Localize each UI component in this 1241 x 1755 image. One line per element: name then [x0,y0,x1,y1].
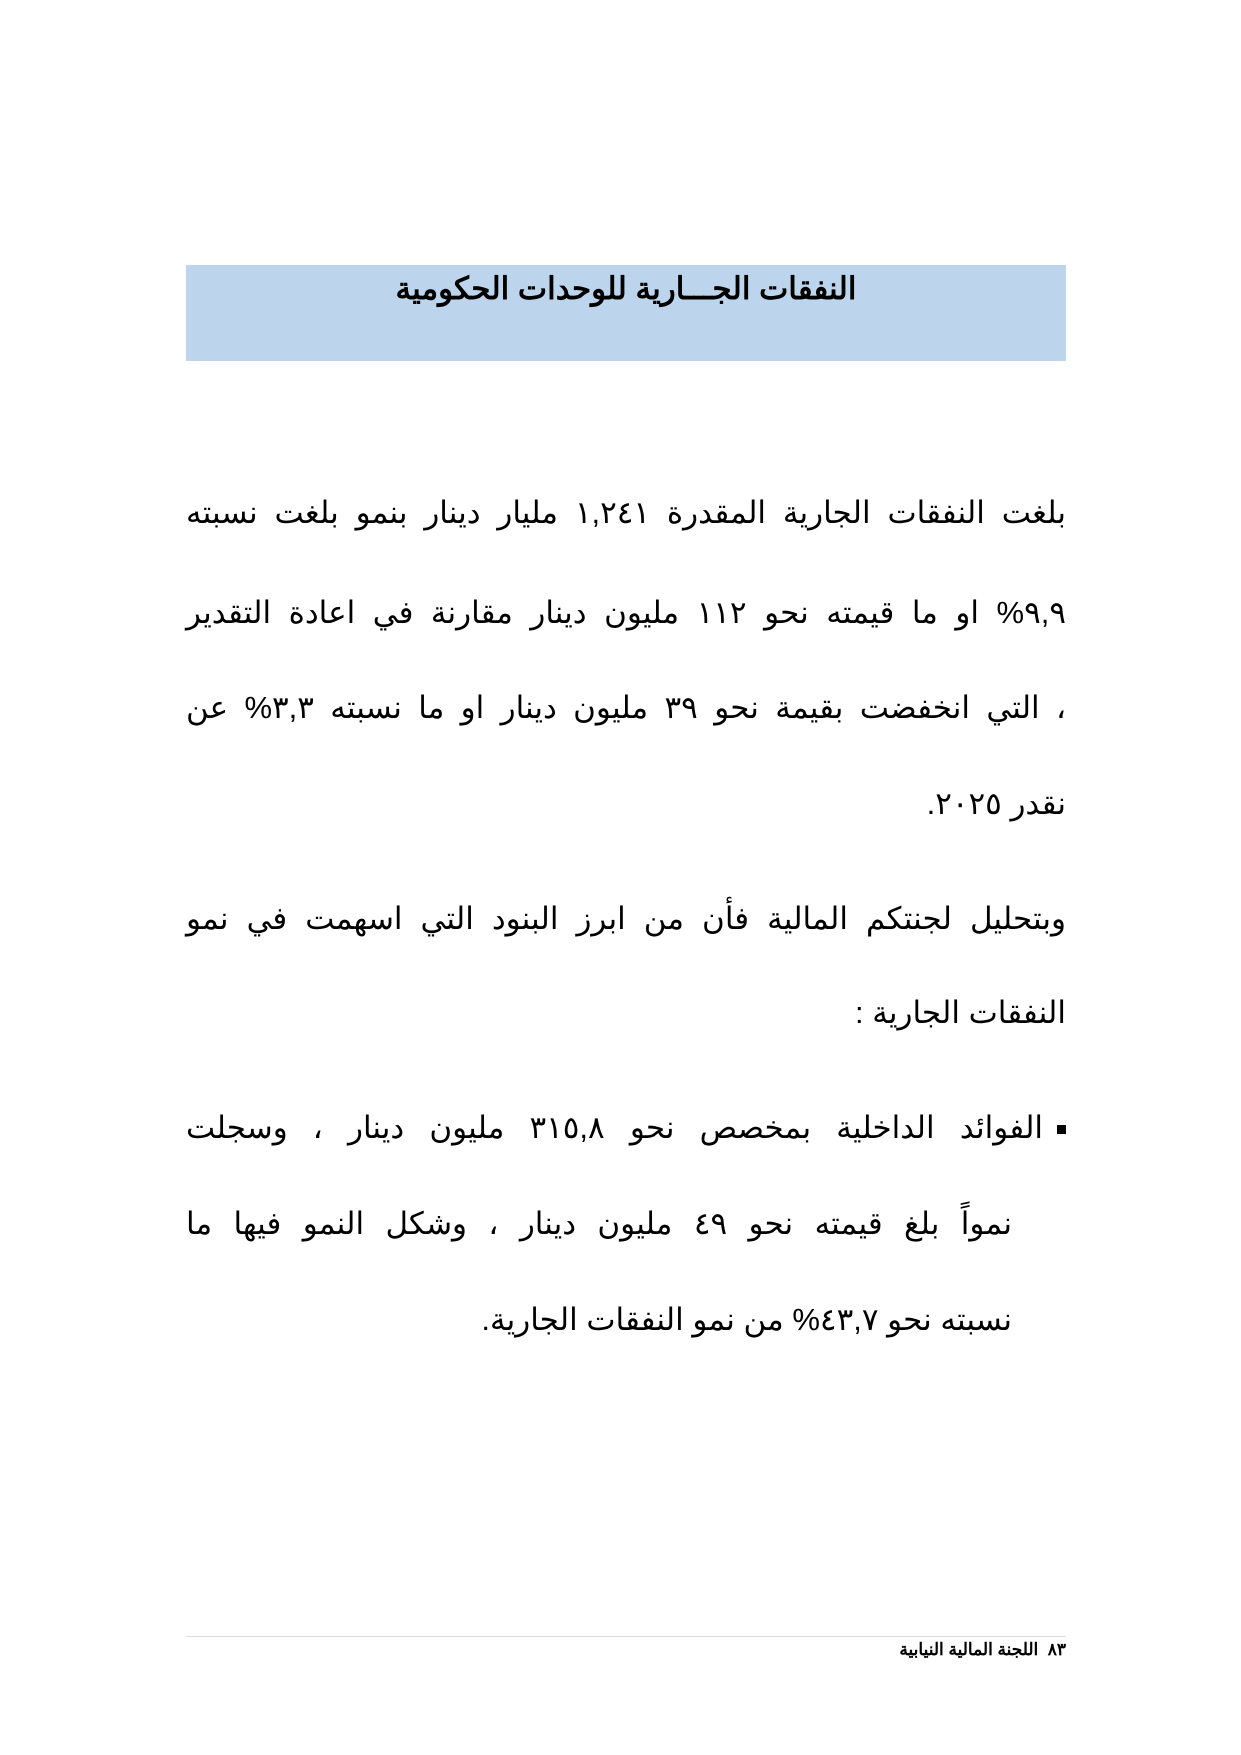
footer-divider [186,1636,1066,1637]
paragraph2-line: وبتحليل لجنتكم المالية فأن من ابرز البنود التي اسهمت في نمو [186,901,1066,936]
bullet-item-line [186,1108,1066,1148]
bullet-text: الفوائد الداخلية بمخصص نحو ٣١٥,٨ مليون دينار ، وسجلت [186,1110,1043,1145]
paragraph1-line: نقدر ٢٠٢٥. [926,786,1066,821]
section-title-box [186,265,1066,361]
section-title: النفقات الجـــارية للوحدات الحكومية [395,271,857,306]
footer-label: اللجنة المالية النيابية [899,1640,1039,1659]
bullet-square-icon [1057,1125,1066,1134]
page-footer [899,1640,1066,1660]
page-number: ٨٣ [1047,1640,1066,1659]
paragraph1-line: ٩,٩% او ما قيمته نحو ١١٢ مليون دينار مقارنة في اعادة التقدير [186,595,1067,630]
bullet-item-line: نمواً بلغ قيمته نحو ٤٩ مليون دينار ، وشكل النمو فيها ما [186,1206,1012,1241]
bullet-item-line: نسبته نحو ٤٣,٧% من نمو النفقات الجارية. [481,1302,1012,1337]
paragraph1-line: ، التي انخفضت بقيمة نحو ٣٩ مليون دينار او ما نسبته ٣,٣% عن [186,690,1066,725]
paragraph1-line: بلغت النفقات الجارية المقدرة ١,٢٤١ مليار دينار بنمو بلغت نسبته [186,495,1066,530]
paragraph2-line: النفقات الجارية : [855,995,1066,1030]
